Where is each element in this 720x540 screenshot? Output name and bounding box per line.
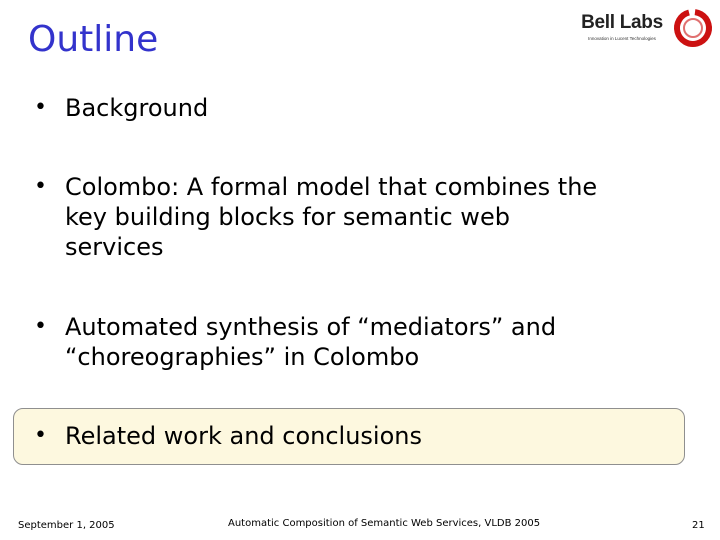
bullet-item	[30, 172, 700, 262]
slide-title: Outline	[28, 19, 159, 60]
bullet-dot: •	[34, 174, 47, 199]
logo-tagline: Innovation in Lucent Technologies	[588, 36, 656, 41]
bullet-dot: •	[34, 423, 47, 448]
bullet-item-highlighted	[30, 421, 670, 451]
bullet-dot: •	[34, 95, 47, 120]
bullet-dot: •	[34, 314, 47, 339]
bullet-item	[30, 93, 690, 123]
bullet-text: Related work and conclusions	[65, 422, 422, 450]
bullet-text: Automated synthesis of “mediators” and “choreographies” in Colombo	[65, 313, 557, 371]
lucent-ring-icon	[672, 6, 714, 50]
footer-date: September 1, 2005	[18, 520, 115, 531]
footer-title: Automatic Composition of Semantic Web Services, VLDB 2005	[228, 518, 541, 529]
page-number: 21	[692, 520, 705, 531]
logo-brand-text: Bell Labs	[581, 12, 663, 33]
bullet-text: Background	[65, 94, 209, 122]
bullet-text: Colombo: A formal model that combines the key building blocks for semantic web services	[65, 173, 598, 261]
bell-labs-logo	[578, 6, 714, 50]
bullet-item	[30, 312, 700, 372]
